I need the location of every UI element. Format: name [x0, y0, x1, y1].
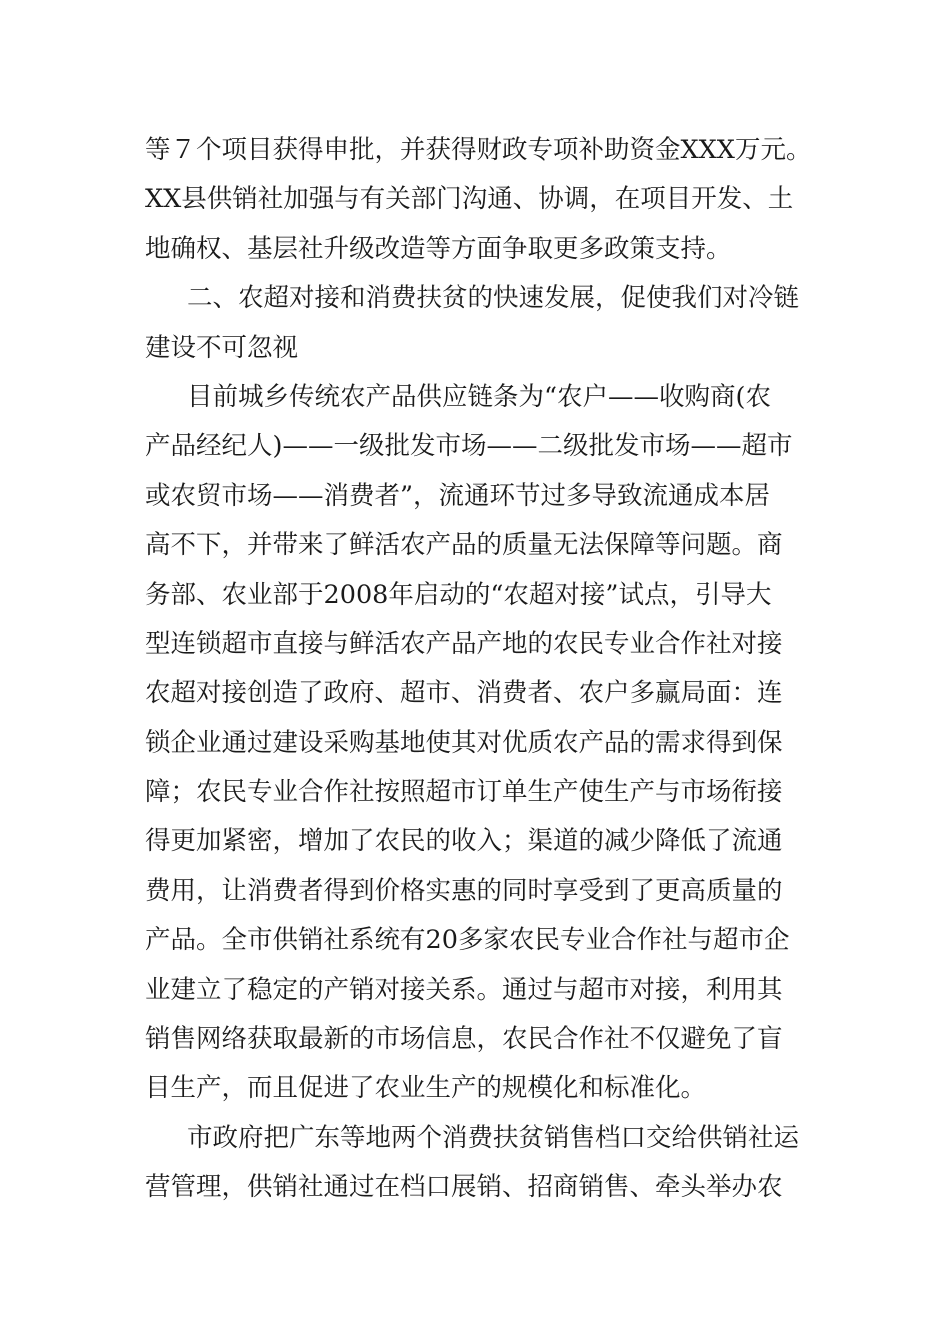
text-line: 产品经纪人)——一级批发市场——二级批发市场——超市 [145, 431, 793, 462]
text-line: 务部、农业部于2008年启动的“农超对接”试点，引导大 [145, 579, 772, 610]
text-line: 锁企业通过建设采购基地使其对优质农产品的需求得到保 [145, 727, 783, 758]
text-line: 费用，让消费者得到价格实惠的同时享受到了更高质量的 [145, 875, 783, 906]
text-line: 等７个项目获得申批，并获得财政专项补助资金XXX万元。 [145, 135, 812, 165]
text-line: 型连锁超市直接与鲜活农产品产地的农民专业合作社对接 [145, 628, 783, 659]
document-body-text [145, 126, 815, 1213]
text-line: 农超对接创造了政府、超市、消费者、农户多赢局面：连 [145, 678, 783, 709]
text-line: 障；农民专业合作社按照超市订单生产使生产与市场衔接 [145, 777, 783, 808]
text-line: 产品。全市供销社系统有20多家农民专业合作社与超市企 [145, 925, 790, 956]
text-line: 得更加紧密，增加了农民的收入；渠道的减少降低了流通 [145, 826, 783, 857]
text-line: 市政府把广东等地两个消费扶贫销售档口交给供销社运 [187, 1122, 800, 1153]
text-line: 销售网络获取最新的市场信息，农民合作社不仅避免了盲 [145, 1024, 783, 1055]
text-line: 营管理，供销社通过在档口展销、招商销售、牵头举办农 [145, 1172, 783, 1203]
text-line: 目生产，而且促进了农业生产的规模化和标准化。 [145, 1073, 707, 1104]
text-line: 目前城乡传统农产品供应链条为“农户——收购商(农 [187, 381, 771, 412]
text-line: 建设不可忽视 [145, 332, 299, 363]
text-line: 或农贸市场——消费者”，流通环节过多导致流通成本居 [145, 480, 771, 511]
text-line: XX县供销社加强与有关部门沟通、协调，在项目开发、土 [145, 184, 794, 215]
text-line: 地确权、基层社升级改造等方面争取更多政策支持。 [145, 233, 732, 264]
text-line: 二、农超对接和消费扶贫的快速发展，促使我们对冷链 [187, 283, 800, 314]
text-line: 高不下，并带来了鲜活农产品的质量无法保障等问题。商 [145, 530, 783, 561]
text-line: 业建立了稳定的产销对接关系。通过与超市对接，利用其 [145, 974, 783, 1005]
